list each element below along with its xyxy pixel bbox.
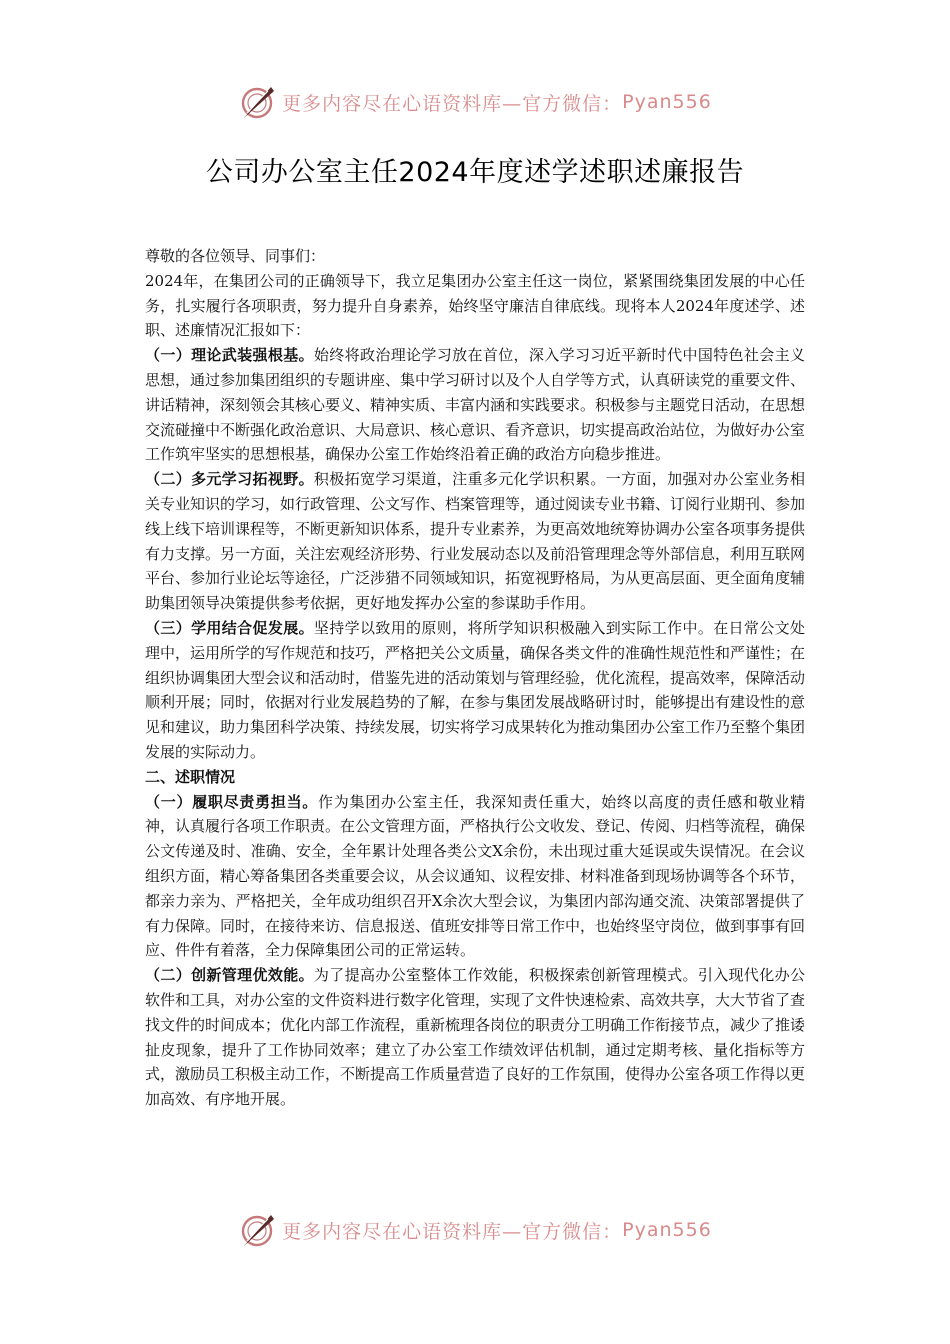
paragraph-body: 积极拓宽学习渠道，注重多元化学识积累。一方面，加强对办公室业务相关专业知识的学习，如行政管理、公文写作、档案管理等，通过阅读专业书籍、订阅行业期刊、参加线上线下培训课程等，不断更新知识体系，提升专业素养，为更高效地统筹协调办公室各项事务提供有力支撑。另一方面，关注宏观经济形势、行业发展动态以及前沿管理理念等外部信息，利用互联网平台、参加行业论坛等途径，广泛涉猎不同领域知识，拓宽视野格局，为从更高层面、更全面角度辅助集团领导决策提供参考依据，更好地发挥办公室的参谋助手作用。 (145, 470, 806, 613)
paragraph-body: 为了提高办公室整体工作效能，积极探索创新管理模式。引入现代化办公软件和工具，对办公室的文件资料进行数字化管理，实现了文件快速检索、高效共享，大大节省了查找文件的时间成本；优化内部工作流程，重新梳理各岗位的职责分工明确工作衔接节点，减少了推诿扯皮现象，提升了工作协同效率；建立了办公室工作绩效评估机制，通过定期考核、量化指标等方式，激励员工积极主动工作，不断提高工作质量营造了良好的工作氛围，使得办公室各项工作得以更加高效、有序地开展。 (145, 966, 806, 1109)
paragraph-body: 始终将政治理论学习放在首位，深入学习习近平新时代中国特色社会主义思想，通过参加集团组织的专题讲座、集中学习研讨以及个人自学等方式，认真研读党的重要文件、讲话精神，深刻领会其核心要义、精神实质、丰富内涵和实践要求。积极参与主题党日活动，在思想交流碰撞中不断强化政治意识、大局意识、核心意识、看齐意识，切实提高政治站位，为做好办公室工作筑牢坚实的思想根基，确保办公室工作始终沿着正确的政治方向稳步推进。 (145, 346, 806, 464)
paragraph-heading: （三）学用结合促发展。 (145, 618, 314, 637)
watermark-banner-bottom (0, 1210, 950, 1250)
paragraph-body: 作为集团办公室主任，我深知责任重大，始终以高度的责任感和敬业精神，认真履行各项工作职责。在公文管理方面，严格执行公文收发、登记、传阅、归档等流程，确保公文传递及时、准确、安全，全年累计处理各类公文X余份，未出现过重大延误或失误情况。在会议组织方面，精心筹备集团各类重要会议，从会议通知、议程安排、材料准备到现场协调等各个环节，都亲力亲为、严格把关，全年成功组织召开X余次大型会议，为集团内部沟通交流、决策部署提供了有力保障。同时，在接待来访、信息报送、值班安排等日常工作中，也始终坚守岗位，做到事事有回应、件件有着落，全力保障集团公司的正常运转。 (145, 792, 806, 960)
paragraph-heading: （一）理论武装强根基。 (145, 346, 314, 365)
quill-logo-icon (238, 1210, 278, 1250)
section-heading (145, 765, 805, 790)
duty-paragraph-1 (145, 790, 805, 964)
greeting: 尊敬的各位领导、同事们： (145, 247, 326, 265)
watermark-id: Pyan556 (622, 1219, 712, 1241)
paragraph-heading: （二）多元学习拓视野。 (145, 470, 314, 489)
watermark-text: 更多内容尽在心语资料库—官方微信： (282, 1220, 623, 1243)
study-paragraph-1 (145, 343, 805, 467)
study-paragraph-2 (145, 467, 805, 616)
section-2-title: 二、述职情况 (145, 767, 236, 786)
paragraph-body: 坚持学以致用的原则，将所学知识积极融入到实际工作中。在日常公文处理中，运用所学的写作规范和技巧，严格把关公文质量，确保各类文件的准确性规范性和严谨性；在组织协调集团大型会议和活动时，借鉴先进的活动策划与管理经验，优化流程，提高效率，保障活动顺利开展；同时，依据对行业发展趋势的了解，在参与集团发展战略研讨时，能够提出有建设性的意见和建议，助力集团科学决策、持续发展，切实将学习成果转化为推动集团办公室工作乃至整个集团发展的实际动力。 (145, 618, 806, 761)
watermark-banner-top (0, 82, 950, 122)
watermark-text: 更多内容尽在心语资料库—官方微信： (282, 92, 623, 115)
duty-paragraph-2 (145, 963, 805, 1112)
quill-logo-icon (238, 82, 278, 122)
study-paragraph-3 (145, 616, 805, 765)
intro-paragraph: 2024年，在集团公司的正确领导下，我立足集团办公室主任这一岗位，紧紧围绕集团发展的中心任务，扎实履行各项职责，努力提升自身素养，始终坚守廉洁自律底线。现将本人2024年度述学、述职、述廉情况汇报如下： (145, 271, 805, 340)
paragraph-heading: （一）履职尽责勇担当。 (145, 792, 319, 811)
watermark-id: Pyan556 (622, 91, 712, 113)
paragraph-heading: （二）创新管理优效能。 (145, 966, 314, 985)
document-body (145, 244, 805, 1112)
document-title: 公司办公室主任2024年度述学述职述廉报告 (205, 157, 745, 188)
